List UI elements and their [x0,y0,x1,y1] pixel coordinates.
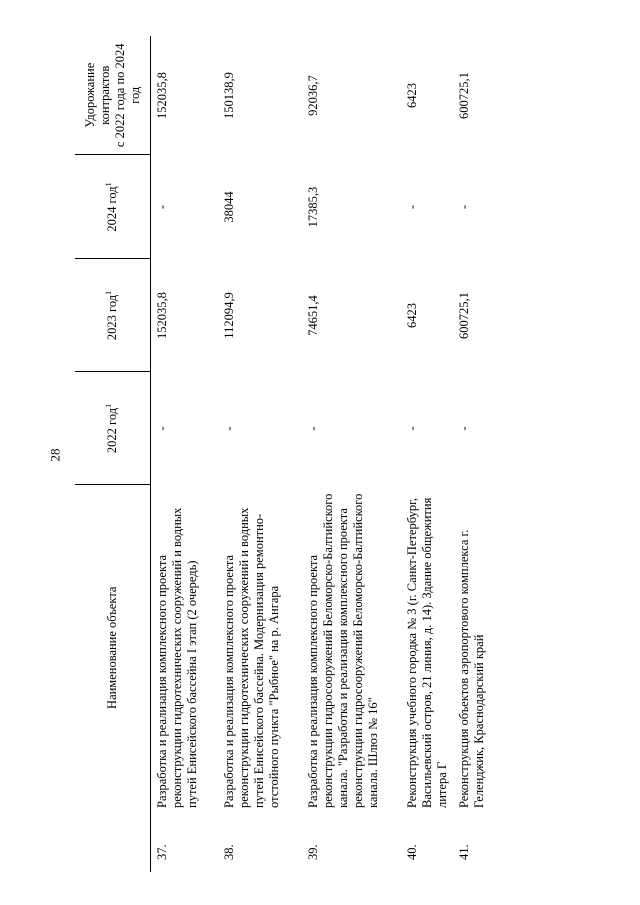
header-total-line3: с 2022 года по 2024 год [112,43,142,148]
row-value-total: 92036,7 [306,75,320,116]
row-value-2022: - [457,426,471,431]
row-value-2024: - [155,204,169,210]
header-total-line2: контрактов [97,65,112,125]
table-row [151,36,219,872]
header-2024 [75,155,151,259]
table-row [453,36,498,872]
row-object-name: Реконструкция объектов аэропортового комплекса г. Геленджик, Краснодарский край [457,529,486,808]
row-object-name: Реконструкция учебного городка № 3 (г. Санкт-Петербург, Васильевский остров, 21 линия, д. 14). Здание общежития литера Г [405,497,449,808]
row-number: 40. [405,844,419,860]
table-header-row [75,36,151,872]
table-row [401,36,453,872]
row-value-total: 152035,8 [155,72,169,119]
row-value-2022: - [306,426,320,431]
page-number [44,440,66,470]
row-value-2022: - [222,426,236,431]
header-2023-footnote: 1 [103,290,113,295]
row-value-2023: 152035,8 [155,292,169,339]
row-object-name: Разработка и реализация комплексного проекта реконструкции гидросооружений Беломорско-Балтийского канала. "Разработка и реализация комплексного проекта реконструкции гидросооружений Беломорско-Балтийского канала. Шлюз № 16" [306,493,380,808]
header-2022 [75,372,151,485]
header-2023-label: 2023 год [105,294,119,341]
rotated-table-frame [75,36,631,872]
row-value-2024: - [457,204,471,210]
header-total-increase [75,36,151,155]
header-2023 [75,259,151,372]
row-value-2024: 17385,3 [306,186,320,228]
header-2024-footnote: 1 [103,182,113,187]
header-2022-label: 2022 год [105,407,119,454]
row-value-2022: - [405,426,419,431]
row-value-2022: - [155,426,169,431]
row-value-total: 600725,1 [457,72,471,119]
page-number-text: 28 [47,448,62,462]
row-value-total: 6423 [405,83,419,108]
header-2022-footnote: 1 [103,403,113,408]
header-number [75,810,151,872]
header-total-line1: Удорожание [82,62,97,128]
row-object-name: Разработка и реализация комплексного проекта реконструкции гидротехнических сооружений и водных путей Енисейского бассейна. Модернизация ремонтно-отстойного пункта "Рыбное" на р. Ангара [222,507,281,808]
row-number: 38. [222,844,236,860]
table-container [75,36,631,872]
row-value-2024: - [405,204,419,210]
row-value-2024: 38044 [222,191,236,223]
row-number: 39. [306,844,320,860]
row-number: 41. [457,844,471,860]
header-2024-label: 2024 год [105,186,119,232]
table-row [218,36,302,872]
contracts-table [75,36,498,872]
row-value-2023: 600725,1 [457,292,471,339]
row-value-2023: 6423 [405,303,419,328]
row-number: 37. [155,844,169,860]
header-object-name: Наименование объекта [75,485,151,810]
row-value-total: 150138,9 [222,72,236,119]
row-value-2023: 112094,9 [222,292,236,339]
row-value-2023: 74651,4 [306,295,320,336]
row-object-name: Разработка и реализация комплексного проекта реконструкции гидротехнических сооружений и водных путей Енисейского бассейна I этап (2 очередь) [155,507,199,808]
table-row [302,36,401,872]
